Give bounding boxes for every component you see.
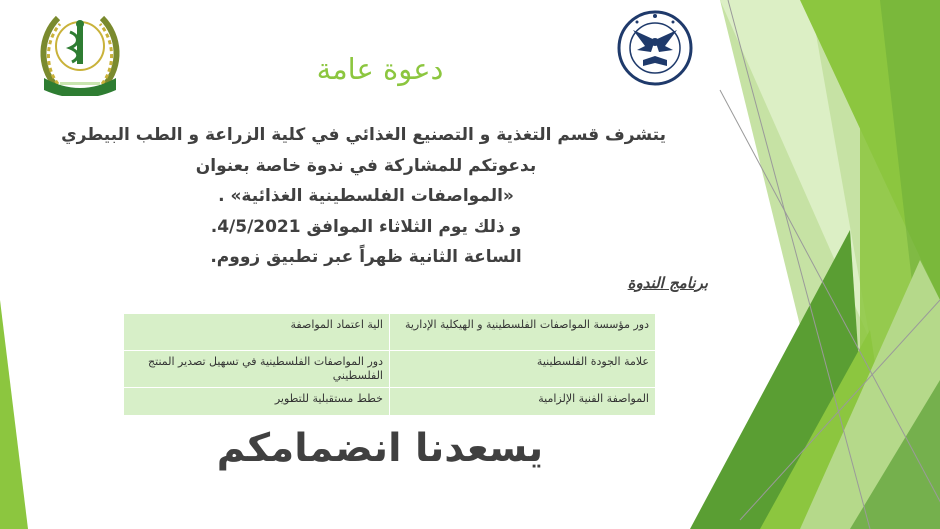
table-row (124, 388, 656, 416)
invitation-line: الساعة الثانية ظهراً عبر تطبيق زووم. (210, 247, 522, 267)
invitation-line: و ذلك يوم الثلاثاء الموافق 4/5/2021. (210, 216, 522, 237)
university-seal-icon (617, 10, 693, 86)
table-row (124, 314, 656, 351)
invitation-line: بدعوتكم للمشاركة في ندوة خاصة بعنوان (195, 155, 537, 176)
program-heading: برنامج الندوة (627, 274, 708, 292)
faculty-logo-icon (36, 6, 124, 96)
table-cell: الية اعتماد المواصفة (124, 314, 390, 351)
invitation-line: يتشرف قسم التغذية و التصنيع الغذائي في كلية الزراعة و الطب البيطري (61, 125, 666, 145)
table-cell: المواصفة الفنية الإلزامية (390, 388, 656, 416)
page-title: دعوة عامة (316, 52, 444, 86)
closing-message: يسعدنا انضمامكم (216, 426, 544, 471)
table-cell: خطط مستقبلية للتطوير (124, 388, 390, 416)
table-row (124, 351, 656, 388)
table-cell: علامة الجودة الفلسطينية (390, 351, 656, 388)
program-table (123, 313, 656, 416)
table-cell: دور المواصفات الفلسطينية في تسهيل تصدير المنتج الفلسطيني (124, 351, 390, 388)
invitation-text (61, 120, 666, 273)
table-cell: دور مؤسسة المواصفات الفلسطينية و الهيكلية الإدارية (390, 314, 656, 351)
invitation-line: «المواصفات الفلسطينية الغذائية» . (218, 186, 514, 206)
